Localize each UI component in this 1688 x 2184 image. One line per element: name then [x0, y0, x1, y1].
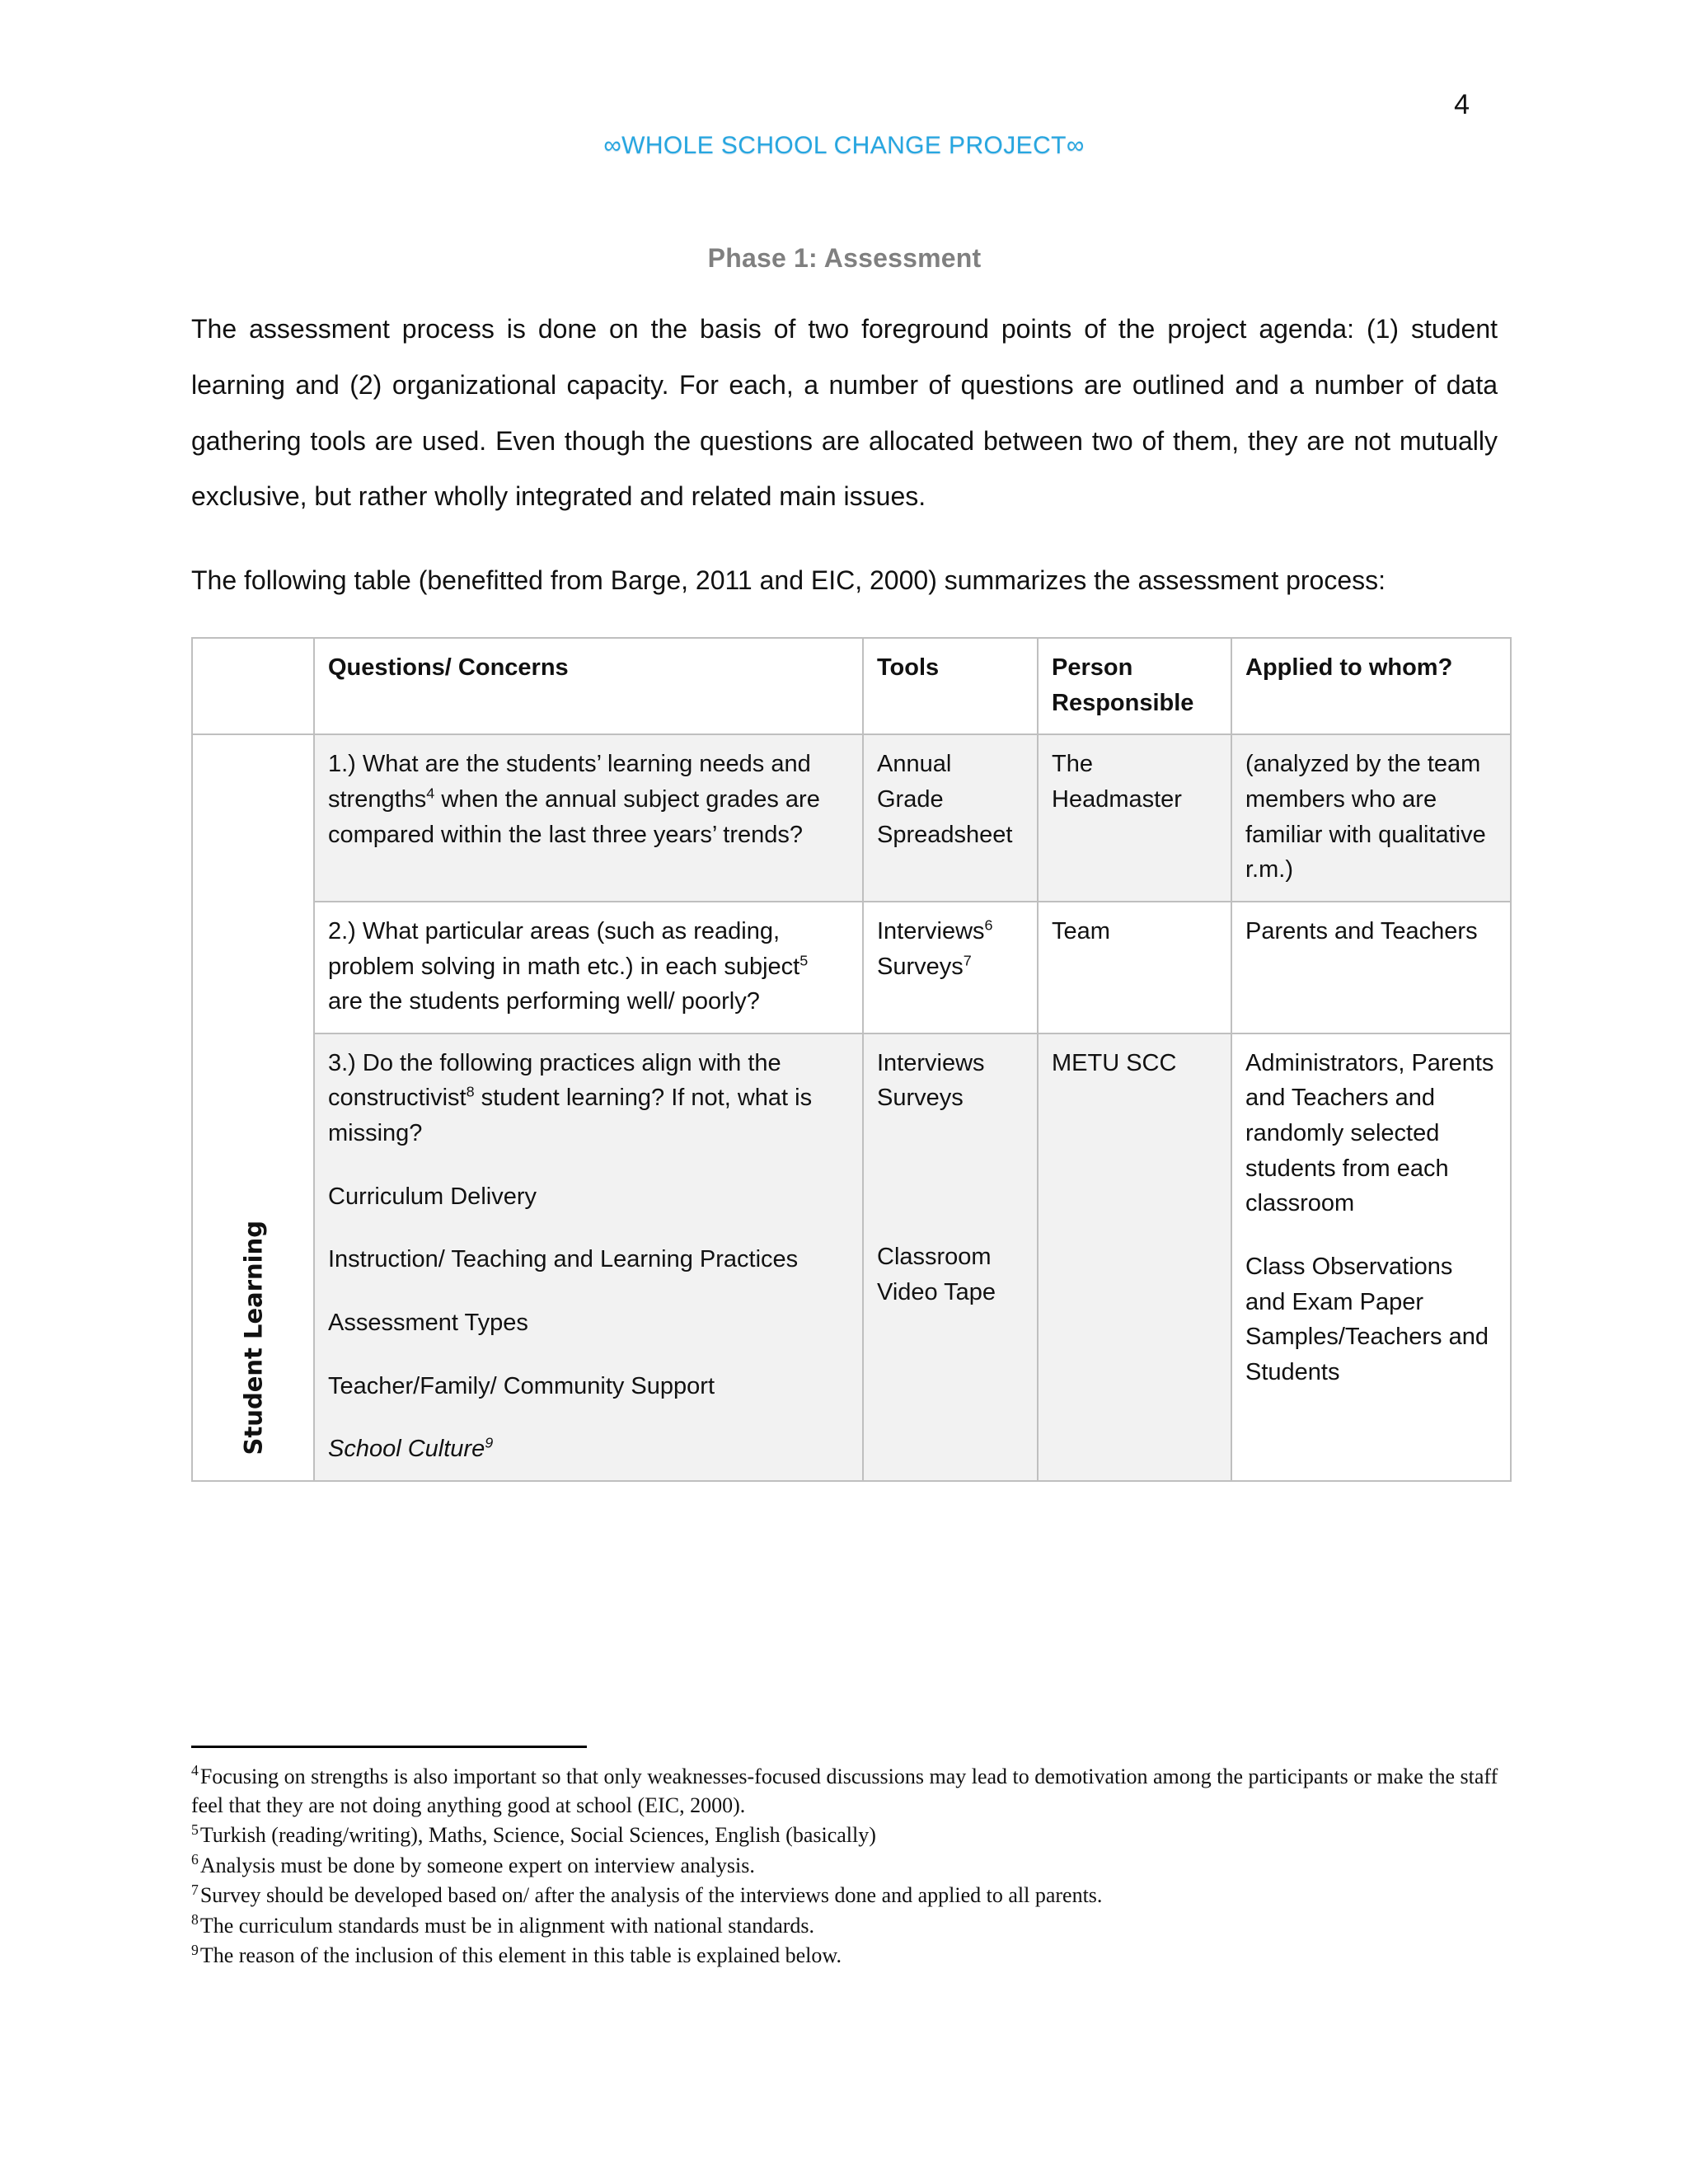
practice-item: Assessment Types	[328, 1309, 528, 1336]
question-text-prefix: 2.) What particular areas (such as reading, problem solving in math etc.) in each subject	[328, 917, 800, 980]
question-cell	[314, 1033, 863, 1481]
intro-paragraph: The assessment process is done on the basis of two foreground points of the project agenda: (1) student learning and (2) organizational capacity. For each, a number of questions are outlined and a number of data gathering tools are used. Even though the questions are allocated between two of them, they are not mutually exclusive, but rather wholly integrated and related main issues.	[191, 314, 1498, 512]
tools-line: Interviews	[877, 1049, 985, 1076]
table-row	[192, 902, 1511, 1033]
practice-item-text: School Culture	[328, 1436, 485, 1463]
footnote-item	[191, 1852, 1502, 1881]
header-person: Person Responsible	[1038, 638, 1231, 734]
footnote-text: Survey should be developed based on/ after the analysis of the interviews done and applied to all parents.	[199, 1883, 1103, 1908]
tools-cell	[863, 902, 1038, 1033]
table-header-row	[192, 638, 1511, 734]
page-content	[191, 243, 1498, 1482]
footnote-separator-rule	[191, 1746, 587, 1748]
person-cell: METU SCC	[1038, 1033, 1231, 1481]
footnote-marker: 9	[191, 1941, 199, 1958]
tools-gap	[877, 1116, 1024, 1240]
question-cell	[314, 902, 863, 1033]
header-category	[192, 638, 314, 734]
question-text-prefix: 1.) What are the students’ learning needs and strengths	[328, 751, 811, 813]
question-text-suffix: when the annual subject grades are compared within the last three years’ trends?	[328, 786, 820, 848]
applied-cell: Parents and Teachers	[1231, 902, 1511, 1033]
tools-cell	[863, 1033, 1038, 1481]
assessment-table	[191, 637, 1512, 1482]
footnote-item	[191, 1821, 1502, 1850]
footnote-item	[191, 1882, 1502, 1910]
tools-line	[877, 949, 1024, 985]
footnote-marker: 6	[191, 1851, 199, 1868]
footnote-ref-6: 6	[984, 916, 993, 934]
footnote-text: Focusing on strengths is also important so that only weaknesses-focused discussions may lead to demotivation among the participants or make the staff feel that they are not doing anything good at school (EIC, 2000).	[191, 1765, 1498, 1817]
category-rotated-wrapper	[193, 1142, 315, 1455]
footnotes-section	[191, 1746, 1502, 1972]
table-intro-paragraph: The following table (benefitted from Barge, 2011 and EIC, 2000) summarizes the assessment process:	[191, 565, 1386, 596]
footnote-marker: 8	[191, 1911, 199, 1929]
question-text-prefix: 3.) Do the following practices align with the constructivist	[328, 1049, 781, 1112]
category-cell	[192, 734, 314, 1480]
table-row	[192, 1033, 1511, 1481]
practice-item: Teacher/Family/ Community Support	[328, 1372, 715, 1399]
tools-line: Classroom Video Tape	[877, 1244, 996, 1305]
applied-block: Administrators, Parents and Teachers and randomly selected students from each classroom	[1245, 1049, 1494, 1217]
header-tools: Tools	[863, 638, 1038, 734]
question-cell	[314, 734, 863, 902]
footnote-ref-9: 9	[485, 1434, 494, 1451]
practice-item: Curriculum Delivery	[328, 1183, 537, 1210]
question-main	[328, 1046, 849, 1151]
footnote-ref-7: 7	[963, 951, 972, 968]
table-row	[192, 734, 1511, 902]
tools-line-text: Interviews	[877, 917, 985, 944]
footnote-text: Analysis must be done by someone expert on interview analysis.	[199, 1853, 755, 1877]
footnote-ref-8: 8	[466, 1083, 475, 1100]
question-text-suffix: student learning? If not, what is missing?	[328, 1085, 813, 1147]
footnote-item	[191, 1763, 1502, 1820]
footnote-text: The reason of the inclusion of this element in this table is explained below.	[199, 1943, 842, 1968]
practice-item-school-culture	[328, 1432, 849, 1467]
applied-cell: (analyzed by the team members who are familiar with qualitative r.m.)	[1231, 734, 1511, 902]
question-text-suffix: are the students performing well/ poorly?	[328, 988, 760, 1015]
running-header: ∞WHOLE SCHOOL CHANGE PROJECT∞	[603, 132, 1085, 159]
footnote-ref-4: 4	[426, 785, 435, 802]
footnote-ref-5: 5	[799, 951, 809, 968]
header-questions: Questions/ Concerns	[314, 638, 863, 734]
tools-line	[877, 914, 1024, 949]
footnote-text: Turkish (reading/writing), Maths, Science, Social Sciences, English (basically)	[199, 1823, 876, 1848]
tools-line: Surveys	[877, 1085, 964, 1112]
footnote-marker: 5	[191, 1821, 199, 1838]
applied-cell	[1231, 1033, 1511, 1481]
footnote-marker: 7	[191, 1881, 199, 1898]
footnote-item	[191, 1912, 1502, 1941]
category-label: Student Learning	[239, 1221, 268, 1455]
footnote-text: The curriculum standards must be in alignment with national standards.	[199, 1913, 815, 1938]
header-applied: Applied to whom?	[1231, 638, 1511, 734]
footnote-marker: 4	[191, 1762, 199, 1779]
tools-cell: Annual Grade Spreadsheet	[863, 734, 1038, 902]
person-cell: The Headmaster	[1038, 734, 1231, 902]
applied-block: Class Observations and Exam Paper Samples/Teachers and Students	[1245, 1253, 1489, 1385]
tools-line-text: Surveys	[877, 953, 964, 980]
page-title: Phase 1: Assessment	[707, 243, 982, 273]
person-cell: Team	[1038, 902, 1231, 1033]
page-number: 4	[1454, 89, 1470, 120]
footnote-item	[191, 1942, 1502, 1971]
practice-item: Instruction/ Teaching and Learning Practices	[328, 1246, 799, 1273]
